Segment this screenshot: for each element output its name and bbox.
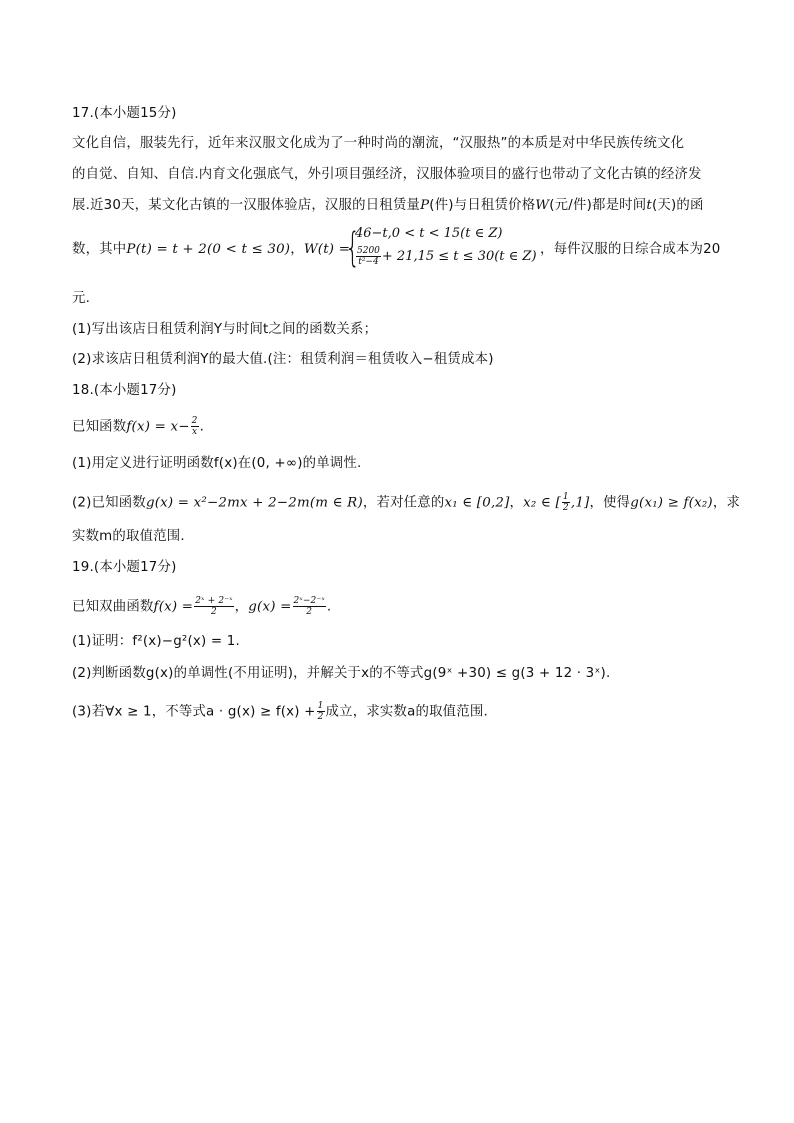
q19-part3-den: 2 xyxy=(317,712,324,722)
q18-f-formula: f(x) = x− xyxy=(126,419,190,435)
q17-line4-a: 数，其中 xyxy=(72,242,127,257)
q17-var-w: W xyxy=(535,198,550,213)
q18-inequality: g(x₁) ≥ f(x₂) xyxy=(630,495,713,511)
q17-stem-line2: 的自觉、自知、自信.内育文化强底气，外引项目强经济，汉服体验项目的盛行也带动了文化古镇的经济发 xyxy=(72,167,702,182)
q18-part1: (1)用定义进行证明函数f(x)在(0, +∞)的单调性. xyxy=(72,456,362,471)
q17-stem-line4 xyxy=(72,240,350,260)
q17-stem-line1: 文化自信，服装先行，近年来汉服文化成为了一种时尚的潮流，“汉服热”的本质是对中华民族传统文化 xyxy=(72,136,685,151)
q17-line5: 元. xyxy=(72,291,91,306)
q18-part2-e: ，求 xyxy=(712,495,741,511)
q19-part3-fraction xyxy=(317,701,325,722)
q18-part2-b: ，若对任意的 xyxy=(362,495,445,511)
q18-fraction xyxy=(191,416,199,437)
q17-case2-fraction xyxy=(356,246,381,267)
q17-w-formula: W(t) = xyxy=(303,242,351,257)
q19-f-def: f(x) = xyxy=(153,599,194,615)
q17-case2 xyxy=(355,246,537,267)
q18-half-fraction xyxy=(562,492,570,513)
q18-part2 xyxy=(72,492,740,514)
q19-stem-end: . xyxy=(326,599,332,615)
q19-part3-num: 1 xyxy=(317,701,324,711)
q17-case2-den: t²−4 xyxy=(358,257,379,267)
q19-stem xyxy=(72,596,331,618)
q17-brace: { xyxy=(345,225,361,271)
q18-stem-end: . xyxy=(199,419,205,435)
q18-part2-line2: 实数m的取值范围. xyxy=(72,529,185,544)
q17-case1: 46−t,0 < t < 15(t ∈ Z) xyxy=(355,226,503,241)
q18-x2-range: x₂ ∈ [ xyxy=(523,495,561,511)
q17-stem-line3 xyxy=(72,196,704,216)
q18-x1-range: x₁ ∈ [0,2] xyxy=(444,495,510,511)
q18-half-den: 2 xyxy=(562,503,569,513)
q19-part3-b: 成立，求实数a的取值范围. xyxy=(325,704,488,720)
q19-g-fraction xyxy=(293,596,326,617)
q17-line3-c: (件)与日租赁价格 xyxy=(429,198,536,213)
q17-var-p: P xyxy=(420,198,430,213)
q18-x2-range-end: ,1] xyxy=(570,495,590,511)
q19-stem-sep: ， xyxy=(234,599,249,615)
q18-g-formula: g(x) = x²−2mx + 2−2m(m ∈ R) xyxy=(145,495,363,511)
q17-line3-g: (天)的函 xyxy=(651,198,704,213)
q17-part2: (2)求该店日租赁利润Y的最大值.(注：租赁利润＝租赁收入−租赁成本) xyxy=(72,352,494,367)
q18-part2-a: (2)已知函数 xyxy=(72,495,146,511)
q18-half-num: 1 xyxy=(562,492,569,502)
q19-g-num: 2ˣ−2⁻ˣ xyxy=(293,596,325,606)
q18-stem xyxy=(72,416,204,438)
q19-stem-a: 已知双曲函数 xyxy=(72,599,154,615)
q17-line3-e: (元/件)都是时间 xyxy=(549,198,647,213)
q18-frac-den: x xyxy=(191,427,198,437)
q18-header: 18.(本小题17分) xyxy=(72,383,177,398)
q17-line3-a: 展.近30天，某文化古镇的一汉服体验店，汉服的日租赁量 xyxy=(72,198,421,213)
q17-part1: (1)写出该店日租赁利润Y与时间t之间的函数关系； xyxy=(72,322,378,337)
q18-frac-num: 2 xyxy=(191,416,198,426)
q19-g-def: g(x) = xyxy=(248,599,292,615)
q18-stem-a: 已知函数 xyxy=(72,419,127,435)
q19-f-den: 2 xyxy=(210,607,217,617)
q18-part2-d: ，使得 xyxy=(589,495,631,511)
q19-header: 19.(本小题17分) xyxy=(72,560,177,575)
q17-header: 17.(本小题15分) xyxy=(72,106,177,121)
q19-part3-a: (3)若∀x ≥ 1，不等式a · g(x) ≥ f(x) + xyxy=(72,704,316,720)
q17-line4-sep: ， xyxy=(290,242,304,257)
q17-p-formula: P(t) = t + 2(0 < t ≤ 30) xyxy=(126,242,291,257)
q19-part1: (1)证明：f²(x)−g²(x) = 1. xyxy=(72,634,240,649)
q17-var-t: t xyxy=(646,198,652,213)
q19-part2: (2)判断函数g(x)的单调性(不用证明)，并解关于x的不等式g(9ˣ +30) ≤ g(3 + 12 · 3ˣ). xyxy=(72,666,611,681)
q17-case2-rest: + 21,15 ≤ t ≤ 30(t ∈ Z) xyxy=(381,249,537,264)
q19-f-fraction xyxy=(194,596,233,617)
q17-case2-num: 5200 xyxy=(357,246,380,256)
q19-part3 xyxy=(72,701,488,723)
q17-line4-tail: ，每件汉服的日综合成本为20 xyxy=(540,242,721,257)
q19-g-den: 2 xyxy=(306,607,313,617)
q18-part2-c: ， xyxy=(509,495,524,511)
q19-f-num: 2ˣ + 2⁻ˣ xyxy=(195,596,233,606)
